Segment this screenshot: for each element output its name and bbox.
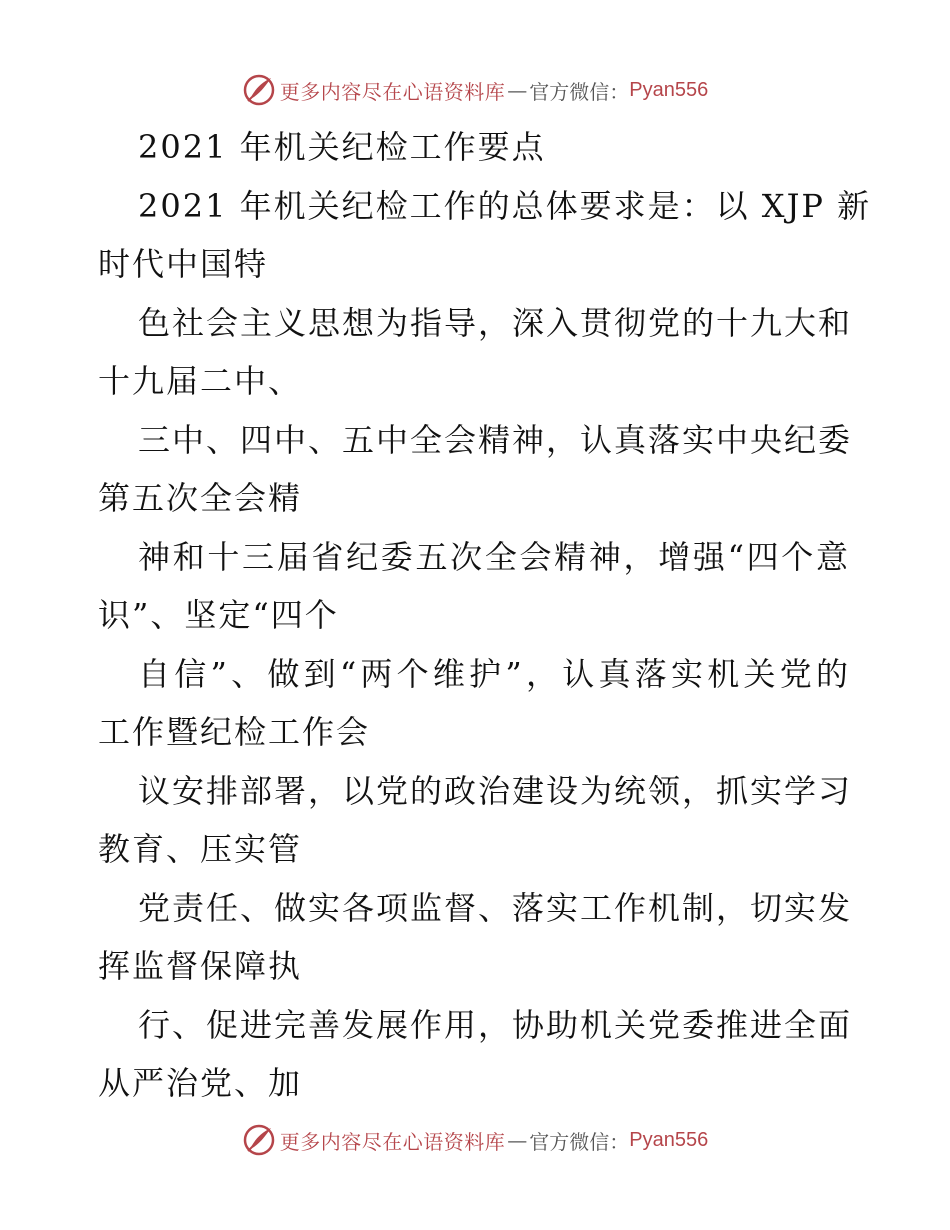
banner-text: 更多内容尽在心语资料库	[279, 1129, 506, 1154]
text-line: 自信”、做到“两个维护”，认真落实机关党的	[138, 654, 850, 693]
banner-wechat-label: 官方微信：	[529, 79, 630, 104]
document-title: 2021 年机关纪检工作要点	[138, 128, 546, 166]
banner-text: 更多内容尽在心语资料库	[279, 79, 506, 104]
banner-dash: —	[507, 1128, 528, 1152]
footer-watermark-banner	[0, 1120, 950, 1160]
text-line: 党责任、做实各项监督、落实工作机制，切实发	[138, 888, 853, 927]
text-line: 色社会主义思想为指导，深入贯彻党的十九大和	[138, 303, 853, 342]
text-line: 第五次全会精	[98, 479, 303, 517]
banner-dash: —	[507, 78, 528, 102]
document-body	[98, 118, 872, 1113]
text-line: 神和十三届省纪委五次全会精神，增强“四个意	[138, 537, 850, 576]
header-watermark-banner	[0, 70, 950, 110]
text-line: 工作暨纪检工作会	[98, 713, 371, 751]
text-line: 识”、坚定“四个	[98, 596, 339, 634]
banner-wechat-id: Pyan556	[629, 1128, 709, 1151]
text-line: 十九届二中、	[98, 362, 303, 400]
text-line: 教育、压实管	[98, 830, 303, 868]
text-line: 时代中国特	[98, 245, 269, 283]
text-line: 从严治党、加	[98, 1064, 303, 1102]
quill-logo-icon	[242, 73, 276, 107]
banner-wechat-id: Pyan556	[629, 78, 709, 101]
text-line: 三中、四中、五中全会精神，认真落实中央纪委	[138, 420, 853, 459]
quill-logo-icon	[242, 1123, 276, 1157]
text-line: 行、促进完善发展作用，协助机关党委推进全面	[138, 1005, 853, 1044]
text-line: 议安排部署，以党的政治建设为统领，抓实学习	[138, 771, 853, 810]
banner-wechat-label: 官方微信：	[529, 1129, 630, 1154]
text-line: 挥监督保障执	[98, 947, 303, 985]
text-line: 2021 年机关纪检工作的总体要求是：以 XJP 新	[138, 186, 872, 225]
